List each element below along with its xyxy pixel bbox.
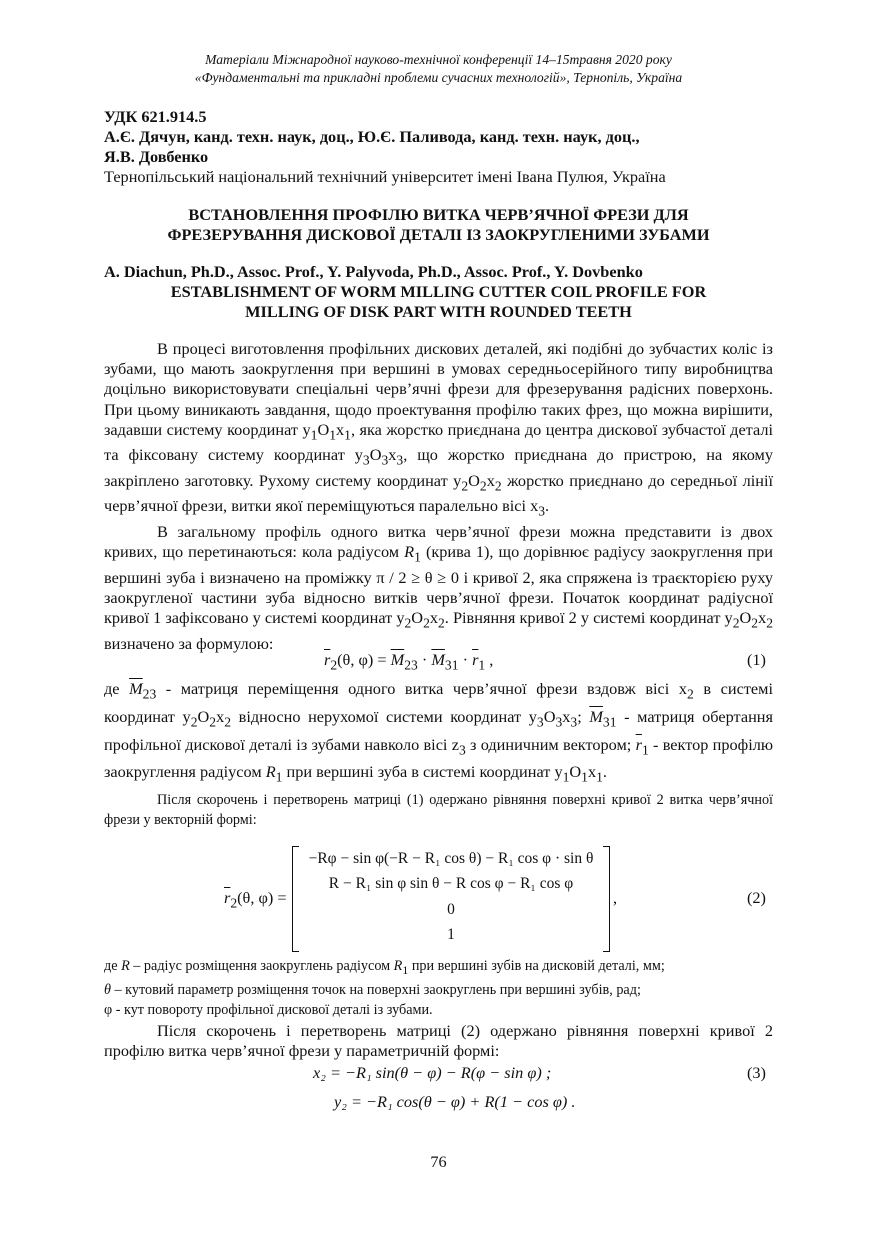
title-en-line-1: ESTABLISHMENT OF WORM MILLING CUTTER COIL PROFILE FOR: [170, 282, 707, 301]
matrix-row-2: R − R₁ sin φ sin θ − R cos φ − R₁ cos φ: [328, 875, 574, 892]
authors-en: A. Diachun, Ph.D., Assoc. Prof., Y. Palyvoda, Ph.D., Assoc. Prof., Y. Dovbenko: [104, 262, 643, 281]
title-en-line-2: MILLING OF DISK PART WITH ROUNDED TEETH: [245, 302, 632, 321]
title-en: [104, 282, 773, 322]
definition-theta: θ – кутовий параметр розміщення точок на поверхні заокруглень при вершині зубів, рад;: [104, 981, 641, 998]
paragraph-2: В загальному профіль одного витка черв’ячної фрези можна представити із двох кривих, що перетинаються: кола радіусом $R_1$ (крива 1), що дорівнює радіусу заокруглення при вершині зуба і визначено на проміжку π / 2 ≥ θ ≥ 0 і кривої 2, яка спряжена із траєкторією руху заокругленої частини зуба відносно витків черв’ячної фрези. Початок координат радіусної кривої 1 зафіксовано у системі координат $y_2O_2x_2$. Рівняння кривої 2 у системі координат $y_2O_2x_2$ визначено за формулою:: [104, 522, 773, 653]
matrix-row-3: 0: [447, 901, 455, 918]
matrix-row-4: 1: [447, 926, 455, 943]
paragraph-3: де $\overline{M}_{23}$ - матриця переміщення одного витка черв’ячної фрези вздовж вісі $x_2$ в системі координат $y_2O_2x_2$ відносно нерухомої системи координат $y_3O_3x_3$; $\overline{M}_{31}$ - матриця обертання профільної дискової деталі із зубами навколо вісі $z_3$ з одиничним вектором; $\overline{r}_1$ - вектор профілю заокруглення радіусом $R_1$ при вершині зуба в системі координат $y_1O_1x_1$.: [104, 679, 774, 785]
authors-ua-line-1: А.Є. Дячун, канд. техн. наук, доц., Ю.Є. Паливода, канд. техн. наук, доц.,: [104, 127, 640, 146]
equation-2-lhs: $\overline{r}_2(\theta$, φ) =: [224, 888, 287, 911]
title-ua-line-2: ФРЕЗЕРУВАННЯ ДИСКОВОЇ ДЕТАЛІ ІЗ ЗАОКРУГЛЕНИМИ ЗУБАМИ: [167, 225, 710, 244]
equation-3-line-2: y₂ = −R₁ cos(θ − φ) + R(1 − cos φ) .: [334, 1092, 576, 1111]
paragraph-4: Після скорочень і перетворень матриці (1) одержано рівняння поверхні кривої 2 витка черв’ячної фрези у векторній формі:: [104, 792, 773, 828]
header-line-2: «Фундаментальні та прикладні проблеми сучасних технологій», Тернопіль, Україна: [194, 70, 683, 85]
equation-3-number: (3): [747, 1063, 766, 1082]
definition-phi: φ - кут повороту профільної дискової деталі із зубами.: [104, 1001, 433, 1018]
header-line-1: Матеріали Міжнародної науково-технічної конференції 14–15травня 2020 року: [205, 52, 672, 67]
equation-1: $\overline{r}_2(\theta$, $\varphi) = \overline{M}_{23} \cdot \overline{M}_{31} \cdot \overline{r}_1$ ,: [324, 650, 494, 673]
equation-3-line-1: x₂ = −R₁ sin(θ − φ) − R(φ − sin φ) ;: [313, 1063, 552, 1082]
page-number: 76: [430, 1152, 447, 1171]
paragraph-5: Після скорочень і перетворень матриці (2) одержано рівняння поверхні кривої 2 профілю витка черв’ячної фрези у параметричній формі:: [104, 1021, 773, 1061]
equation-2-comma: ,: [613, 888, 618, 907]
udk-code: УДК 621.914.5: [104, 107, 207, 126]
title-ua: [104, 205, 773, 245]
equation-1-number: (1): [747, 650, 766, 669]
affiliation: Тернопільський національний технічний університет імені Івана Пулюя, Україна: [104, 167, 666, 186]
equation-2-matrix: [292, 846, 610, 950]
matrix-row-1: −Rφ − sin φ(−R − R₁ cos θ) − R₁ cos φ · sin θ: [308, 850, 594, 867]
conference-header: [104, 51, 773, 87]
matrix-right-bracket: [603, 846, 610, 952]
definition-R: де R – радіус розміщення заокруглень радіусом $R_1$ при вершині зубів на дисковій деталі, мм;: [104, 958, 665, 977]
authors-ua-line-2: Я.В. Довбенко: [104, 147, 209, 166]
definitions: [104, 956, 773, 1020]
title-ua-line-1: ВСТАНОВЛЕННЯ ПРОФІЛЮ ВИТКА ЧЕРВ’ЯЧНОЇ ФРЕЗИ ДЛЯ: [188, 205, 689, 224]
paragraph-1: В процесі виготовлення профільних дискових деталей, які подібні до зубчастих коліс із зубами, що мають заокруглення при вершині в умовах середньосерійного типу виробництва доцільно використовувати спеціальні черв’ячні фрези для фрезерування радісних поверхонь. При цьому виникають завдання, щодо проектування профілю таких фрез, що можна вирішити, задавши систему координат $y_1O_1x_1$, яка жорстко приєднана до центра дискової зубчастої деталі та фіксовану систему координат $y_3O_3x_3$, що жорстко приєднана до пристрою, на якому закріплено заготовку. Рухому систему координат $y_2O_2x_2$ жорстко приєднано до середньої лінії черв’ячної фрези, витки якої переміщуються паралельно вісі $x_3$.: [104, 339, 774, 519]
equation-2-number: (2): [747, 888, 766, 907]
